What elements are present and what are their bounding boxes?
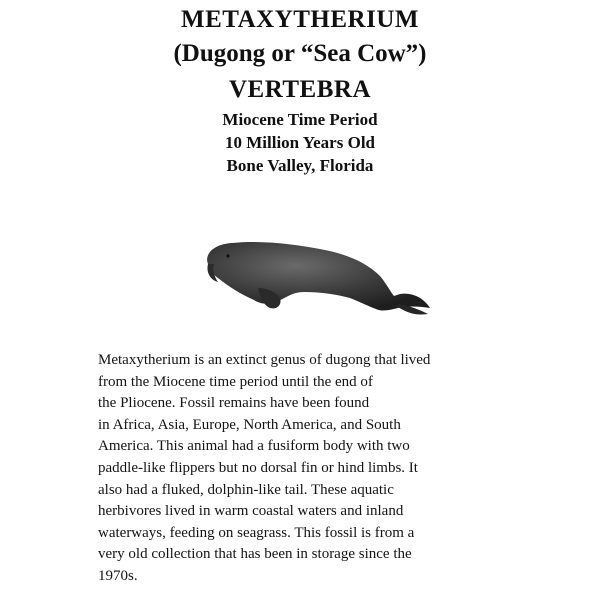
description-line: from the Miocene time period until the end of xyxy=(98,373,373,390)
specimen-title: VERTEBRA xyxy=(228,76,372,103)
common-name-title: (Dugong or “Sea Cow”) xyxy=(173,40,427,67)
description-paragraph xyxy=(98,350,528,588)
time-period: Miocene Time Period xyxy=(222,110,378,129)
fossil-age: 10 Million Years Old xyxy=(224,133,375,152)
description-line: waterways, feeding on seagrass. This fossil is from a xyxy=(98,524,415,541)
description-line: Metaxytherium is an extinct genus of dugong that lived xyxy=(98,352,431,368)
page-title: METAXYTHERIUM xyxy=(181,6,419,33)
description-line: in Africa, Asia, Europe, North America, and South xyxy=(98,416,401,433)
description-line: America. This animal had a fusiform body with two xyxy=(98,438,410,455)
dugong-icon xyxy=(200,236,435,321)
description-line: paddle-like flippers but no dorsal fin or hind limbs. It xyxy=(98,459,418,476)
description-line: herbivores lived in warm coastal waters and inland xyxy=(98,503,404,520)
fossil-location: Bone Valley, Florida xyxy=(226,156,374,175)
description-line: also had a fluked, dolphin-like tail. These aquatic xyxy=(98,481,394,498)
description-line: the Pliocene. Fossil remains have been found xyxy=(98,395,370,412)
description-line: 1970s. xyxy=(98,567,138,584)
description-line: very old collection that has been in storage since the xyxy=(98,546,412,563)
